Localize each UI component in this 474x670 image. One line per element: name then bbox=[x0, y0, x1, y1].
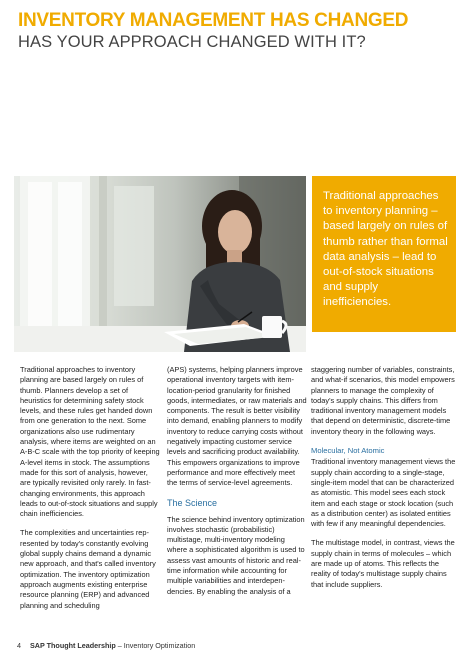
paragraph: Traditional approaches to inventory planning are based largely on rules of thumb. Planners develop a set of heuristics for determining safety stock levels, and these rules get handed down from one generation to the next. Some organizations also use rudimentary analysis, where items are weighted on an A-B-C scale with the top priority of keeping A-level items in stock. The assumptions made for this sort of analysis, however, are typically revisited only rarely. In fast-changing environments, this approach leads to out-of-stock situations and supply chain inefficiencies. bbox=[20, 365, 160, 519]
section-heading: The Science bbox=[167, 497, 218, 508]
page-title: INVENTORY MANAGEMENT HAS CHANGED bbox=[18, 10, 409, 31]
paragraph: Traditional inventory management views the supply chain according to a single-stage, single-item model that can be characterized as atomistic. This model sees each stock item and each stage or stock location (such as a distribution center) as isolated entities with few if any meaningful dependencies. bbox=[311, 457, 456, 529]
footer-brand: SAP Thought Leadership bbox=[30, 641, 116, 650]
footer-separator: – bbox=[115, 641, 124, 650]
text-column-1 bbox=[20, 365, 160, 620]
paragraph: The multistage model, in contrast, views the supply chain in terms of molecules – which are made up of atoms. This reflects the reality of today's multistage supply chains that include suppliers. bbox=[311, 538, 455, 589]
photo-illustration bbox=[14, 176, 306, 352]
paragraph: (APS) systems, helping planners improve operational inventory targets with item-location-period granularity for finished goods, intermediates, or raw materials and components. The result is better visibility into demand, enabling planners to modify inventory to reduce carrying costs without negatively impacting customer service levels and sacrificing product availability. This empowers organizations to improve performance and more effectively meet the terms of service-level agreements. bbox=[167, 365, 307, 488]
woman-writing-photo bbox=[14, 176, 306, 352]
paragraph: The complexities and uncertainties represented by today's constantly evolving global supply chains demand a dynamic new approach, and that's called inventory optimization. The inventory optimization approach augments existing enterprise resource planning (ERP) and advanced planning and scheduling bbox=[20, 528, 156, 610]
paragraph: staggering number of variables, constraints, and what-if scenarios, this model empowers planners to manage the complexity of today's supply chains. This differs from traditional inventory management models that depend on deterministic, discrete-time inventory theory in the following ways. bbox=[311, 365, 455, 436]
callout-box: Traditional approaches to inventory planning – based largely on rules of thumb rather than formal data analysis – lead to out-of-stock situations and supply inefficiencies. bbox=[312, 176, 456, 332]
page-subtitle: HAS YOUR APPROACH CHANGED WITH IT? bbox=[18, 33, 366, 51]
subsection-heading: Molecular, Not Atomic bbox=[311, 446, 385, 456]
text-column-3 bbox=[311, 365, 457, 599]
paragraph: The science behind inventory optimization involves stochastic (probabilistic) multistage, multi-inventory modeling where a sophisticated algorithm is used to assess vast amounts of historic and real-time information while accounting for multiple variabilities and interdependencies. By enabling the analysis of a bbox=[167, 514, 305, 596]
text-column-2 bbox=[167, 365, 307, 606]
page-number: 4 bbox=[17, 641, 21, 650]
footer-topic: Inventory Optimization bbox=[123, 641, 196, 650]
page-footer bbox=[17, 641, 195, 651]
